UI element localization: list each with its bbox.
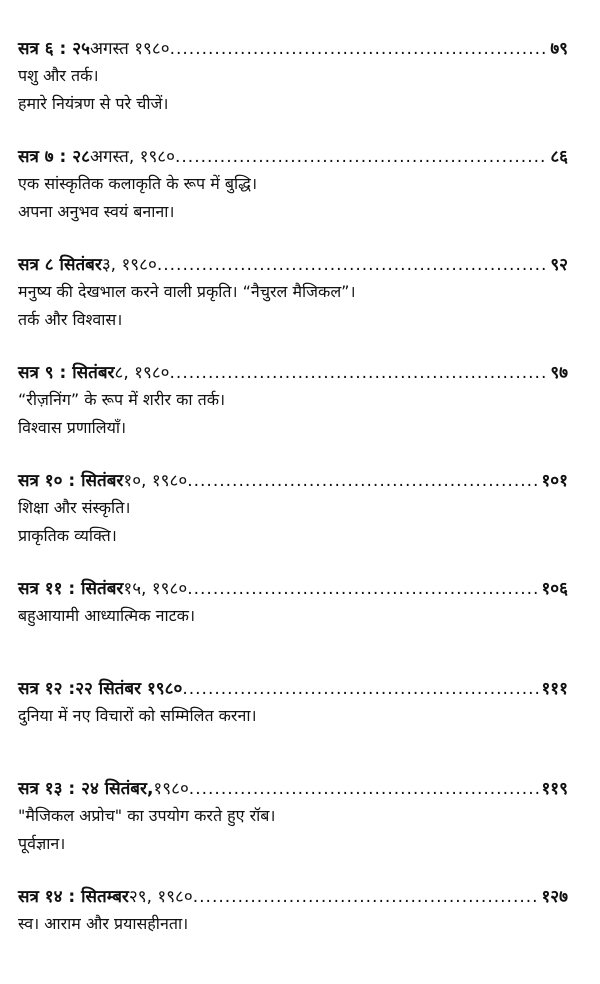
session-title: सत्र ९ : सितंबर	[18, 363, 115, 383]
session-date: २९, १९८०	[128, 887, 193, 907]
session-title: सत्र १० : सितंबर	[18, 471, 124, 491]
topic-line: मनुष्य की देखभाल करने वाली प्रकृति। “नैचुरल मैजिकल”।	[18, 282, 356, 301]
page-number: ७९	[550, 39, 568, 59]
topic-line: एक सांस्कृतिक कलाकृति के रूप में बुद्धि।	[18, 174, 258, 193]
session-title: सत्र १२ :२२ सितंबर १९८०	[18, 679, 183, 699]
toc-entry-session-10	[18, 468, 568, 576]
toc-entry-heading[interactable]	[18, 576, 568, 602]
topic-line: बहुआयामी आध्यात्मिक नाटक।	[18, 606, 196, 625]
toc-entry-session-11	[18, 576, 568, 676]
dot-leader	[189, 776, 540, 802]
toc-entry-heading[interactable]	[18, 468, 568, 494]
topic-line: हमारे नियंत्रण से परे चीजें।	[18, 94, 169, 113]
session-title: सत्र ६ : २५	[18, 39, 90, 59]
session-date: ३, १९८०	[101, 255, 157, 275]
page-number: १२७	[541, 887, 568, 907]
page-number: १११	[541, 679, 568, 699]
toc-entry-heading[interactable]	[18, 252, 568, 278]
dot-leader	[157, 252, 548, 278]
dot-leader	[170, 36, 549, 62]
session-date: अगस्त १९८०	[89, 39, 170, 59]
table-of-contents	[18, 36, 568, 984]
toc-entry-heading[interactable]	[18, 676, 568, 702]
toc-entry-session-8	[18, 252, 568, 360]
toc-entry-session-13	[18, 776, 568, 884]
toc-entry-heading[interactable]	[18, 776, 568, 802]
dot-leader	[182, 676, 539, 702]
topic-line: “रीज़निंग” के रूप में शरीर का तर्क।	[18, 390, 226, 409]
session-title: सत्र ७ : २८	[18, 147, 90, 167]
session-title: सत्र ८ सितंबर	[18, 255, 102, 275]
page-number: १०६	[541, 579, 568, 599]
dot-leader	[170, 360, 549, 386]
session-date: अगस्त, १९८०	[89, 147, 175, 167]
topic-line: पशु और तर्क।	[18, 66, 99, 85]
page-number: ९२	[550, 255, 568, 275]
topic-line: "मैजिकल अप्रोच" का उपयोग करते हुए रॉब।	[18, 806, 276, 825]
dot-leader	[193, 884, 540, 910]
topic-line: पूर्वज्ञान।	[18, 834, 66, 853]
dot-leader	[187, 576, 539, 602]
session-title: सत्र १४ : सितम्बर	[18, 887, 129, 907]
toc-entry-session-9	[18, 360, 568, 468]
dot-leader	[175, 144, 548, 170]
page-number: १०१	[541, 471, 568, 491]
toc-entry-session-7	[18, 144, 568, 252]
topic-line: विश्वास प्रणालियाँ।	[18, 418, 127, 437]
topic-line: अपना अनुभव स्वयं बनाना।	[18, 202, 175, 221]
toc-entry-session-12	[18, 676, 568, 776]
session-date: ८, १९८०	[114, 363, 170, 383]
toc-entry-heading[interactable]	[18, 36, 568, 62]
toc-entry-session-14	[18, 884, 568, 984]
toc-entry-heading[interactable]	[18, 144, 568, 170]
topic-line: स्व। आराम और प्रयासहीनता।	[18, 914, 189, 933]
session-date: १०, १९८०	[123, 471, 188, 491]
page-number: ८६	[550, 147, 568, 167]
topic-line: प्राकृतिक व्यक्ति।	[18, 526, 117, 545]
toc-entry-heading[interactable]	[18, 884, 568, 910]
toc-entry-session-6	[18, 36, 568, 144]
session-title: सत्र १३ : २४ सितंबर,	[18, 779, 154, 799]
toc-entry-heading[interactable]	[18, 360, 568, 386]
session-date: १९८०	[153, 779, 189, 799]
topic-line: शिक्षा और संस्कृति।	[18, 498, 131, 517]
session-title: सत्र ११ : सितंबर	[18, 579, 124, 599]
dot-leader	[187, 468, 539, 494]
topic-line: दुनिया में नए विचारों को सम्मिलित करना।	[18, 706, 257, 725]
session-date: १५, १९८०	[123, 579, 188, 599]
page-number: ११९	[541, 779, 568, 799]
page-number: ९७	[550, 363, 568, 383]
topic-line: तर्क और विश्वास।	[18, 310, 123, 329]
